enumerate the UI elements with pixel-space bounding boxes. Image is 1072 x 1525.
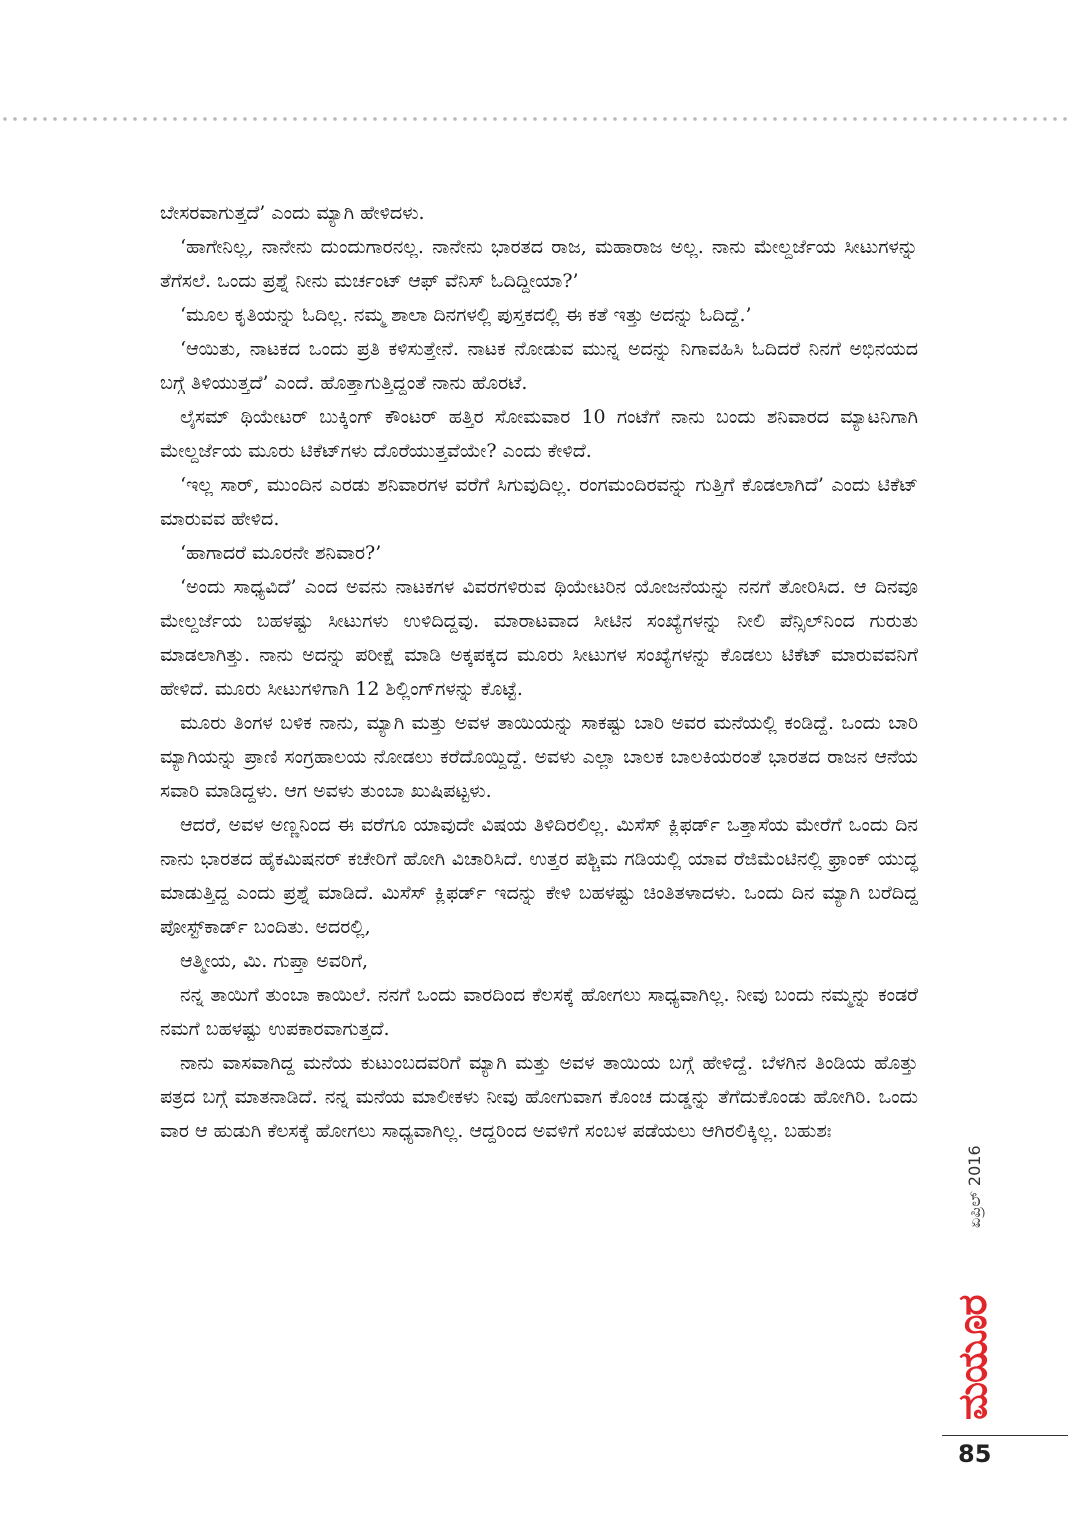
paragraph: ‘ಮೂಲ ಕೃತಿಯನ್ನು ಓದಿಲ್ಲ. ನಮ್ಮ ಶಾಲಾ ದಿನಗಳಲ್ಲಿ ಪುಸ್ತಕದಲ್ಲಿ ಈ ಕತೆ ಇತ್ತು ಅದನ್ನು ಓದಿದ್ದೆ.’ <box>180 304 752 326</box>
article-body <box>160 196 918 1148</box>
magazine-logo: ಮಯೂರ <box>950 1295 996 1420</box>
dotted-header-rule <box>0 116 1072 122</box>
paragraph: ಮೂರು ತಿಂಗಳ ಬಳಿಕ ನಾನು, ಮ್ಯಾಗಿ ಮತ್ತು ಅವಳ ತಾಯಿಯನ್ನು ಸಾಕಷ್ಟು ಬಾರಿ ಅವರ ಮನೆಯಲ್ಲಿ ಕಂಡಿದ್ದೆ. ಒಂದು ಬಾರಿ ಮ್ಯಾಗಿಯನ್ನು ಪ್ರಾಣಿ ಸಂಗ್ರಹಾಲಯ ನೋಡಲು ಕರೆದೊಯ್ದಿದ್ದೆ. ಅವಳು ಎಲ್ಲಾ ಬಾಲಕ ಬಾಲಕಿಯರಂತೆ ಭಾರತದ ರಾಜನ ಆನೆಯ ಸವಾರಿ ಮಾಡಿದ್ದಳು. ಆಗ ಅವಳು ತುಂಬಾ ಖುಷಿಪಟ್ಟಳು. <box>160 712 918 802</box>
letter-salutation: ಆತ್ಮೀಯ, ಮಿ. ಗುಪ್ತಾ ಅವರಿಗೆ, <box>180 950 369 972</box>
paragraph: ಲೈಸಮ್ ಥಿಯೇಟರ್ ಬುಕ್ಕಿಂಗ್ ಕೌಂಟರ್ ಹತ್ತಿರ ಸೋಮವಾರ 10 ಗಂಟೆಗೆ ನಾನು ಬಂದು ಶನಿವಾರದ ಮ್ಯಾಟನಿಗಾಗಿ ಮೇಲ್ದರ್ಜೆಯ ಮೂರು ಟಿಕೆಟ್‌ಗಳು ದೊರೆಯುತ್ತವೆಯೇ? ಎಂದು ಕೇಳಿದೆ. <box>160 406 918 462</box>
paragraph: ‘ಅಂದು ಸಾಧ್ಯವಿದೆ’ ಎಂದ ಅವನು ನಾಟಕಗಳ ವಿವರಗಳಿರುವ ಥಿಯೇಟರಿನ ಯೋಜನೆಯನ್ನು ನನಗೆ ತೋರಿಸಿದ. ಆ ದಿನವೂ ಮೇಲ್ದರ್ಜೆಯ ಬಹಳಷ್ಟು ಸೀಟುಗಳು ಉಳಿದಿದ್ದವು. ಮಾರಾಟವಾದ ಸೀಟಿನ ಸಂಖ್ಯೆಗಳನ್ನು ನೀಲಿ ಪೆನ್ಸಿಲ್‌ನಿಂದ ಗುರುತು ಮಾಡಲಾಗಿತ್ತು. ನಾನು ಅದನ್ನು ಪರೀಕ್ಷೆ ಮಾಡಿ ಅಕ್ಕಪಕ್ಕದ ಮೂರು ಸೀಟುಗಳ ಸಂಖ್ಯೆಗಳನ್ನು ಕೊಡಲು ಟಿಕೆಟ್ ಮಾರುವವನಿಗೆ ಹೇಳಿದೆ. ಮೂರು ಸೀಟುಗಳಿಗಾಗಿ 12 ಶಿಲ್ಲಿಂಗ್‌ಗಳನ್ನು ಕೊಟ್ಟೆ. <box>160 576 918 700</box>
paragraph: ‘ಆಯಿತು, ನಾಟಕದ ಒಂದು ಪ್ರತಿ ಕಳಿಸುತ್ತೇನೆ. ನಾಟಕ ನೋಡುವ ಮುನ್ನ ಅದನ್ನು ನಿಗಾವಹಿಸಿ ಓದಿದರೆ ನಿನಗೆ ಅಭಿನಯದ ಬಗ್ಗೆ ತಿಳಿಯುತ್ತದೆ’ ಎಂದೆ. ಹೊತ್ತಾಗುತ್ತಿದ್ದಂತೆ ನಾನು ಹೊರಟೆ. <box>160 338 918 394</box>
paragraph: ‘ಇಲ್ಲ ಸಾರ್, ಮುಂದಿನ ಎರಡು ಶನಿವಾರಗಳ ವರೆಗೆ ಸಿಗುವುದಿಲ್ಲ. ರಂಗಮಂದಿರವನ್ನು ಗುತ್ತಿಗೆ ಕೊಡಲಾಗಿದೆ’ ಎಂದು ಟಿಕೆಟ್ ಮಾರುವವ ಹೇಳಿದ. <box>160 474 918 530</box>
paragraph: ನಾನು ವಾಸವಾಗಿದ್ದ ಮನೆಯ ಕುಟುಂಬದವರಿಗೆ ಮ್ಯಾಗಿ ಮತ್ತು ಅವಳ ತಾಯಿಯ ಬಗ್ಗೆ ಹೇಳಿದ್ದೆ. ಬೆಳಗಿನ ತಿಂಡಿಯ ಹೊತ್ತು ಪತ್ರದ ಬಗ್ಗೆ ಮಾತನಾಡಿದೆ. ನನ್ನ ಮನೆಯ ಮಾಲೀಕಳು ನೀವು ಹೋಗುವಾಗ ಕೊಂಚ ದುಡ್ಡನ್ನು ತೆಗೆದುಕೊಂಡು ಹೋಗಿರಿ. ಒಂದು ವಾರ ಆ ಹುಡುಗಿ ಕೆಲಸಕ್ಕೆ ಹೋಗಲು ಸಾಧ್ಯವಾಗಿಲ್ಲ. ಆದ್ದರಿಂದ ಅವಳಿಗೆ ಸಂಬಳ ಪಡೆಯಲು ಆಗಿರಲಿಕ್ಕಿಲ್ಲ. ಬಹುಶಃ <box>160 1052 918 1142</box>
page-number: 85 <box>958 1440 992 1468</box>
footer-rule <box>942 1435 1068 1436</box>
paragraph: ‘ಹಾಗೇನಿಲ್ಲ, ನಾನೇನು ದುಂದುಗಾರನಲ್ಲ. ನಾನೇನು ಭಾರತದ ರಾಜ, ಮಹಾರಾಜ ಅಲ್ಲ. ನಾನು ಮೇಲ್ದರ್ಜೆಯ ಸೀಟುಗಳನ್ನು ತೆಗೆಸಲೆ. ಒಂದು ಪ್ರಶ್ನೆ ನೀನು ಮರ್ಚಂಟ್ ಆಫ್ ವೆನಿಸ್ ಓದಿದ್ದೀಯಾ?’ <box>160 236 918 292</box>
paragraph: ಆದರೆ, ಅವಳ ಅಣ್ಣನಿಂದ ಈ ವರೆಗೂ ಯಾವುದೇ ವಿಷಯ ತಿಳಿದಿರಲಿಲ್ಲ. ಮಿಸೆಸ್ ಕ್ಲಿಫರ್ಡ್ ಒತ್ತಾಸೆಯ ಮೇರೆಗೆ ಒಂದು ದಿನ ನಾನು ಭಾರತದ ಹೈಕಮಿಷನರ್ ಕಚೇರಿಗೆ ಹೋಗಿ ವಿಚಾರಿಸಿದೆ. ಉತ್ತರ ಪಶ್ಚಿಮ ಗಡಿಯಲ್ಲಿ ಯಾವ ರೆಜಿಮೆಂಟಿನಲ್ಲಿ ಫ್ರಾಂಕ್ ಯುದ್ಧ ಮಾಡುತ್ತಿದ್ದ ಎಂದು ಪ್ರಶ್ನೆ ಮಾಡಿದೆ. ಮಿಸೆಸ್ ಕ್ಲಿಫರ್ಡ್ ಇದನ್ನು ಕೇಳಿ ಬಹಳಷ್ಟು ಚಿಂತಿತಳಾದಳು. ಒಂದು ದಿನ ಮ್ಯಾಗಿ ಬರೆದಿದ್ದ ಪೋಸ್ಟ್‌ಕಾರ್ಡ್ ಬಂದಿತು. ಅದರಲ್ಲಿ, <box>160 814 918 938</box>
paragraph: ಬೇಸರವಾಗುತ್ತದೆ’ ಎಂದು ಮ್ಯಾಗಿ ಹೇಳಿದಳು. <box>160 202 425 224</box>
issue-date: ಏಪ್ರಿಲ್ 2016 <box>965 1145 984 1228</box>
letter-body: ನನ್ನ ತಾಯಿಗೆ ತುಂಬಾ ಕಾಯಿಲೆ. ನನಗೆ ಒಂದು ವಾರದಿಂದ ಕೆಲಸಕ್ಕೆ ಹೋಗಲು ಸಾಧ್ಯವಾಗಿಲ್ಲ. ನೀವು ಬಂದು ನಮ್ಮನ್ನು ಕಂಡರೆ ನಮಗೆ ಬಹಳಷ್ಟು ಉಪಕಾರವಾಗುತ್ತದೆ. <box>160 984 918 1040</box>
paragraph: ‘ಹಾಗಾದರೆ ಮೂರನೇ ಶನಿವಾರ?’ <box>180 542 382 564</box>
